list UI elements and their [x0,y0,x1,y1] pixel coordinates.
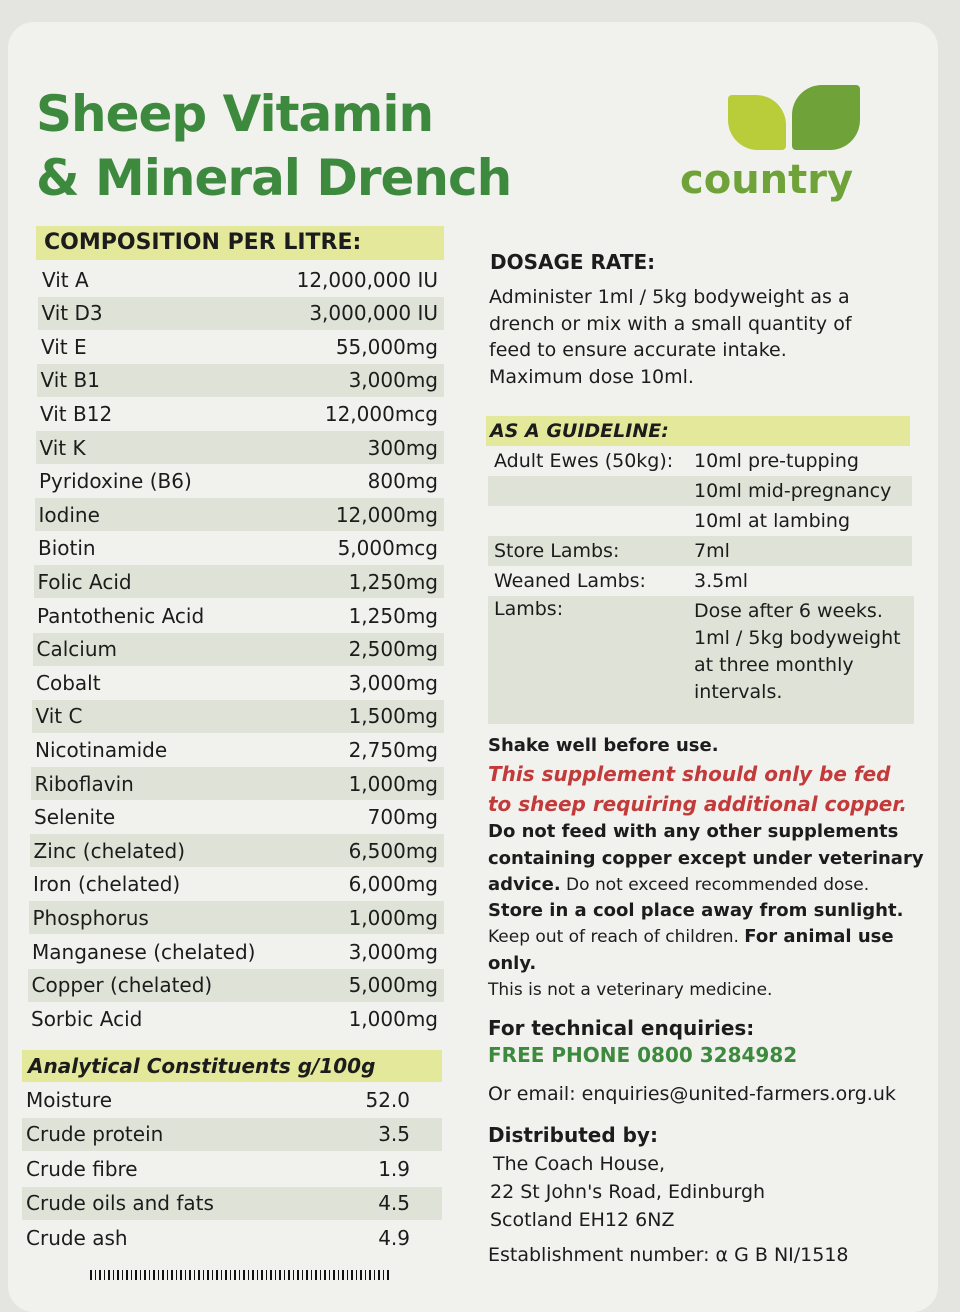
table-row [29,901,445,934]
constituent-value: 3.5 [378,1122,410,1146]
dosage-line: Administer 1ml / 5kg bodyweight as a [489,286,850,308]
nutrient-name: Zinc (chelated) [33,838,186,863]
constituent-value: 4.5 [378,1191,410,1215]
guideline-value: 7ml [694,539,730,562]
constituent-name: Crude oils and fats [26,1191,214,1215]
leaf-icon [792,85,860,150]
nutrient-value: 300mg [367,435,438,460]
analytical-heading: Analytical Constituents g/100g [22,1050,442,1082]
product-title [36,82,511,210]
nutrient-name: Vit B1 [40,368,100,393]
guideline-value: 10ml mid-pregnancy [694,479,892,502]
distributor-heading: Distributed by: [488,1123,658,1147]
nutrient-name: Phosphorus [32,905,149,930]
guideline-label: Store Lambs: [494,540,620,562]
nutrient-value: 1,500mg [348,704,438,729]
nutrient-value: 5,000mg [348,973,438,998]
guideline-row [488,566,912,596]
table-row [22,1152,442,1185]
country-logo [680,85,910,225]
guideline-row [488,596,914,724]
nutrient-value: 2,500mg [348,637,438,662]
nutrient-name: Iodine [38,502,100,527]
nutrient-value: 3,000mg [348,670,438,695]
table-row [30,801,444,834]
nutrient-name: Vit D3 [41,301,103,326]
shake-note: Shake well before use. [488,735,719,756]
composition-heading: COMPOSITION PER LITRE: [36,226,444,260]
guideline-row [488,536,912,566]
constituent-name: Crude ash [26,1225,128,1250]
nutrient-name: Vit E [41,334,87,359]
nutrient-name: Sorbic Acid [31,1006,143,1031]
nutrient-value: 12,000mcg [324,401,438,426]
nutrient-value: 3,000,000 IU [309,301,438,326]
table-row [22,1221,442,1254]
table-row [27,1002,444,1035]
table-row [22,1083,442,1116]
table-row [30,834,445,867]
guideline-row [488,476,912,506]
storage-note: Store in a cool place away from sunlight. [488,900,904,922]
table-row [28,969,445,1002]
table-row [31,733,444,766]
guideline-label: Weaned Lambs: [494,570,646,592]
nutrient-value: 55,000mg [335,334,438,359]
nutrient-name: Pyridoxine (B6) [39,469,192,494]
nutrient-name: Folic Acid [37,569,132,594]
guideline-label: Adult Ewes (50kg): [494,450,674,472]
nutrient-name: Selenite [34,805,116,830]
nutrient-value: 12,000mg [335,502,438,527]
nutrient-value: 700mg [367,805,438,830]
nutrient-value: 3,000mg [348,939,438,964]
copper-note: Do not feed with any other supplements containing copper except under veterinary advice. [488,821,924,895]
nutrient-value: 12,000,000 IU [296,267,438,292]
constituent-name: Crude protein [26,1122,164,1146]
nutrient-value: 1,250mg [348,603,438,628]
title-line: & Mineral Drench [36,149,512,207]
children-note: Keep out of reach of children. [488,927,745,948]
guideline-value: 3.5ml [694,569,749,592]
nutrient-value: 1,000mg [348,1006,438,1031]
table-row [32,700,445,733]
table-row [37,364,445,397]
guideline-heading: AS A GUIDELINE: [486,416,910,446]
nutrient-name: Cobalt [36,670,101,695]
guideline-row [488,506,912,536]
table-row [31,767,445,800]
table-row [33,633,445,666]
address-line: 22 St John's Road, Edinburgh [490,1181,766,1203]
constituent-value: 1.9 [378,1156,410,1181]
constituent-value: 52.0 [365,1087,410,1112]
nutrient-name: Riboflavin [34,771,134,796]
nutrient-value: 5,000mcg [337,536,438,561]
enquiries-heading: For technical enquiries: [488,1016,755,1040]
table-row [35,465,444,498]
table-row [34,565,445,598]
table-row [36,431,445,464]
table-row [36,397,444,430]
guideline-value: Dose after 6 weeks. 1ml / 5kg bodyweight at three monthly intervals. [694,600,901,703]
copper-warning: This supplement should only be fed to sheep requiring additional copper. [488,762,907,817]
dosage-text [489,284,852,390]
barcode [90,1270,390,1280]
logo-text: country [680,157,854,203]
table-row [32,666,444,699]
not-vet-note: This is not a veterinary medicine. [488,980,773,1001]
nutrient-value: 6,500mg [348,838,438,863]
guideline-row [488,446,912,476]
nutrient-value: 1,000mg [348,771,438,796]
table-row [22,1187,442,1220]
notes [488,733,933,1003]
nutrient-name: Vit A [42,267,89,292]
email-address[interactable]: Or email: enquiries@united-farmers.org.uk [488,1083,896,1105]
nutrient-name: Manganese (chelated) [32,939,256,964]
nutrient-name: Vit C [35,704,83,729]
nutrient-value: 3,000mg [348,368,438,393]
distributor-address [490,1150,765,1234]
dosage-line: Maximum dose 10ml. [489,365,694,388]
nutrient-name: Copper (chelated) [31,973,213,998]
nutrient-name: Vit K [39,435,86,460]
constituent-value: 4.9 [378,1225,410,1250]
table-row [29,868,444,901]
constituent-name: Crude fibre [26,1156,138,1181]
dosage-line: drench or mix with a small quantity of [489,312,852,335]
table-row [37,330,444,363]
table-row [28,935,444,968]
nutrient-value: 6,000mg [348,872,438,897]
title-line: Sheep Vitamin [36,85,434,143]
animal-use-note: For animal use only. [488,926,894,974]
nutrient-name: Calcium [36,637,117,662]
address-line: The Coach House, [493,1153,666,1175]
nutrient-value: 1,250mg [348,569,438,594]
nutrient-value: 1,000mg [348,905,438,930]
table-row [22,1118,442,1151]
table-row [38,263,444,296]
table-row [34,532,444,565]
nutrient-name: Nicotinamide [35,737,168,762]
dosage-line: feed to ensure accurate intake. [489,339,787,361]
nutrient-name: Pantothenic Acid [37,603,205,628]
dosage-heading: DOSAGE RATE: [490,250,656,274]
nutrient-name: Vit B12 [40,401,113,426]
nutrient-value: 2,750mg [348,737,438,762]
guideline-value: 10ml at lambing [694,509,851,532]
establishment-number: Establishment number: α G B NI/1518 [488,1244,849,1266]
dose-note: Do not exceed recommended dose. [560,874,870,895]
nutrient-name: Biotin [38,536,96,561]
leaf-icon [728,95,786,150]
address-line: Scotland EH12 6NZ [490,1209,675,1231]
guideline-value: 10ml pre-tupping [694,449,859,472]
table-row [33,599,444,632]
table-row [38,297,445,330]
table-row [35,498,445,531]
phone-number[interactable]: FREE PHONE 0800 3284982 [488,1043,798,1067]
constituent-name: Moisture [26,1087,113,1112]
guideline-label: Lambs: [494,598,564,620]
nutrient-value: 800mg [367,469,438,494]
nutrient-name: Iron (chelated) [33,872,181,897]
